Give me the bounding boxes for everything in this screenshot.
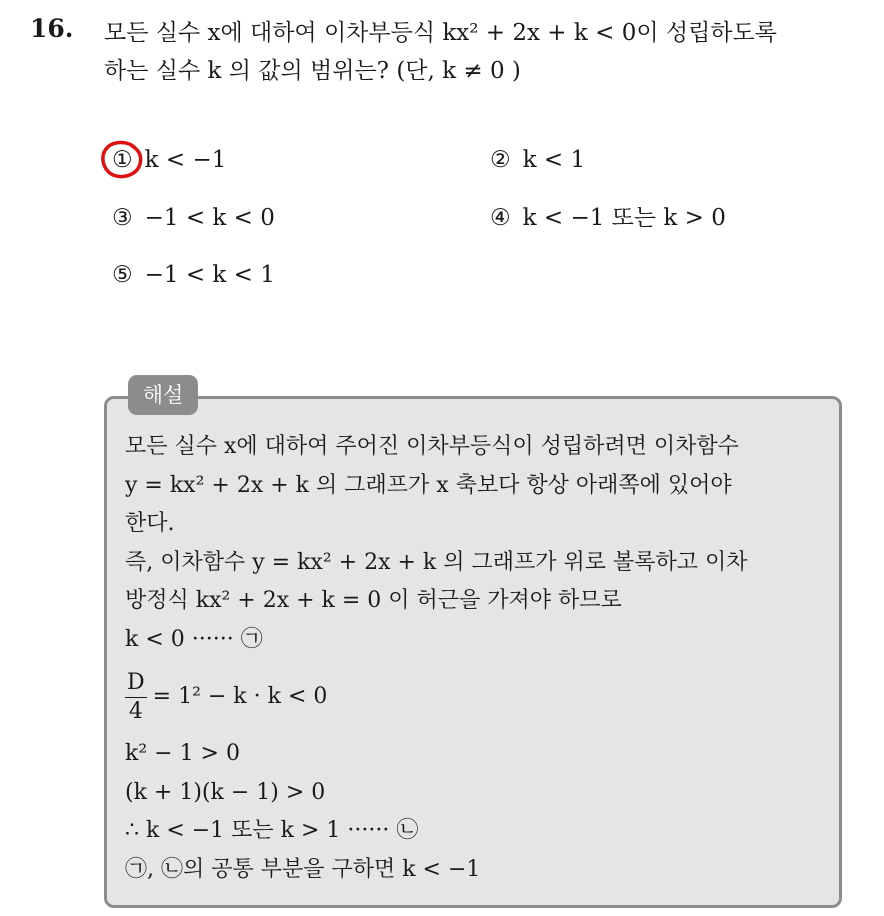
solution-line-3: 한다. <box>125 511 175 536</box>
solution-line-2: y = kx² + 2x + k 의 그래프가 x 축보다 항상 아래쪽에 있어야 <box>125 472 732 498</box>
fraction-numerator: D <box>125 669 147 698</box>
choice-2-text: k < 1 <box>522 147 586 173</box>
solution-body <box>125 428 830 889</box>
choice-3[interactable] <box>112 203 275 233</box>
question-number: 16. <box>30 14 74 43</box>
solution-line-6: k < 0 ······ ㉠ <box>125 626 263 652</box>
question-line-2: 하는 실수 k 의 값의 범위는? (단, k ≠ 0 ) <box>104 58 521 84</box>
choice-4-number: ④ <box>490 205 511 231</box>
solution-line-4: 즉, 이차함수 y = kx² + 2x + k 의 그래프가 위로 볼록하고 이차 <box>125 549 748 575</box>
choice-4[interactable] <box>490 203 726 233</box>
fraction-denominator: 4 <box>128 698 143 724</box>
choice-3-number: ③ <box>112 205 133 231</box>
solution-line-10: ∴ k < −1 또는 k > 1 ······ ㉡ <box>125 818 419 843</box>
choice-4-text: k < −1 또는 k > 0 <box>522 205 726 231</box>
choice-2-number: ② <box>490 147 511 173</box>
choice-1[interactable] <box>112 145 226 175</box>
solution-line-8: k² − 1 > 0 <box>125 741 240 766</box>
choice-2[interactable] <box>490 145 585 175</box>
choice-5-text: −1 < k < 1 <box>144 262 275 288</box>
choice-3-text: −1 < k < 0 <box>144 205 275 231</box>
choice-1-text: k < −1 <box>144 147 227 173</box>
fraction-d-over-4 <box>125 669 147 726</box>
choice-5-number: ⑤ <box>112 262 133 288</box>
solution-line-9: (k + 1)(k − 1) > 0 <box>125 779 326 805</box>
solution-line-5: 방정식 kx² + 2x + k = 0 이 허근을 가져야 하므로 <box>125 588 622 613</box>
solution-line-1: 모든 실수 x에 대하여 주어진 이차부등식이 성립하려면 이차함수 <box>125 434 739 459</box>
choice-1-number: ① <box>112 147 133 173</box>
choice-5[interactable] <box>112 260 275 290</box>
solution-line-11: ㉠, ㉡의 공통 부분을 구하면 k < −1 <box>125 856 481 882</box>
solution-tag: 해설 <box>128 375 198 415</box>
solution-fraction-line <box>125 659 830 735</box>
question-line-1: 모든 실수 x에 대하여 이차부등식 kx² + 2x + k < 0이 성립하도록 <box>104 20 777 46</box>
question-text <box>104 14 874 90</box>
fraction-rest: = 1² − k · k < 0 <box>152 683 328 709</box>
